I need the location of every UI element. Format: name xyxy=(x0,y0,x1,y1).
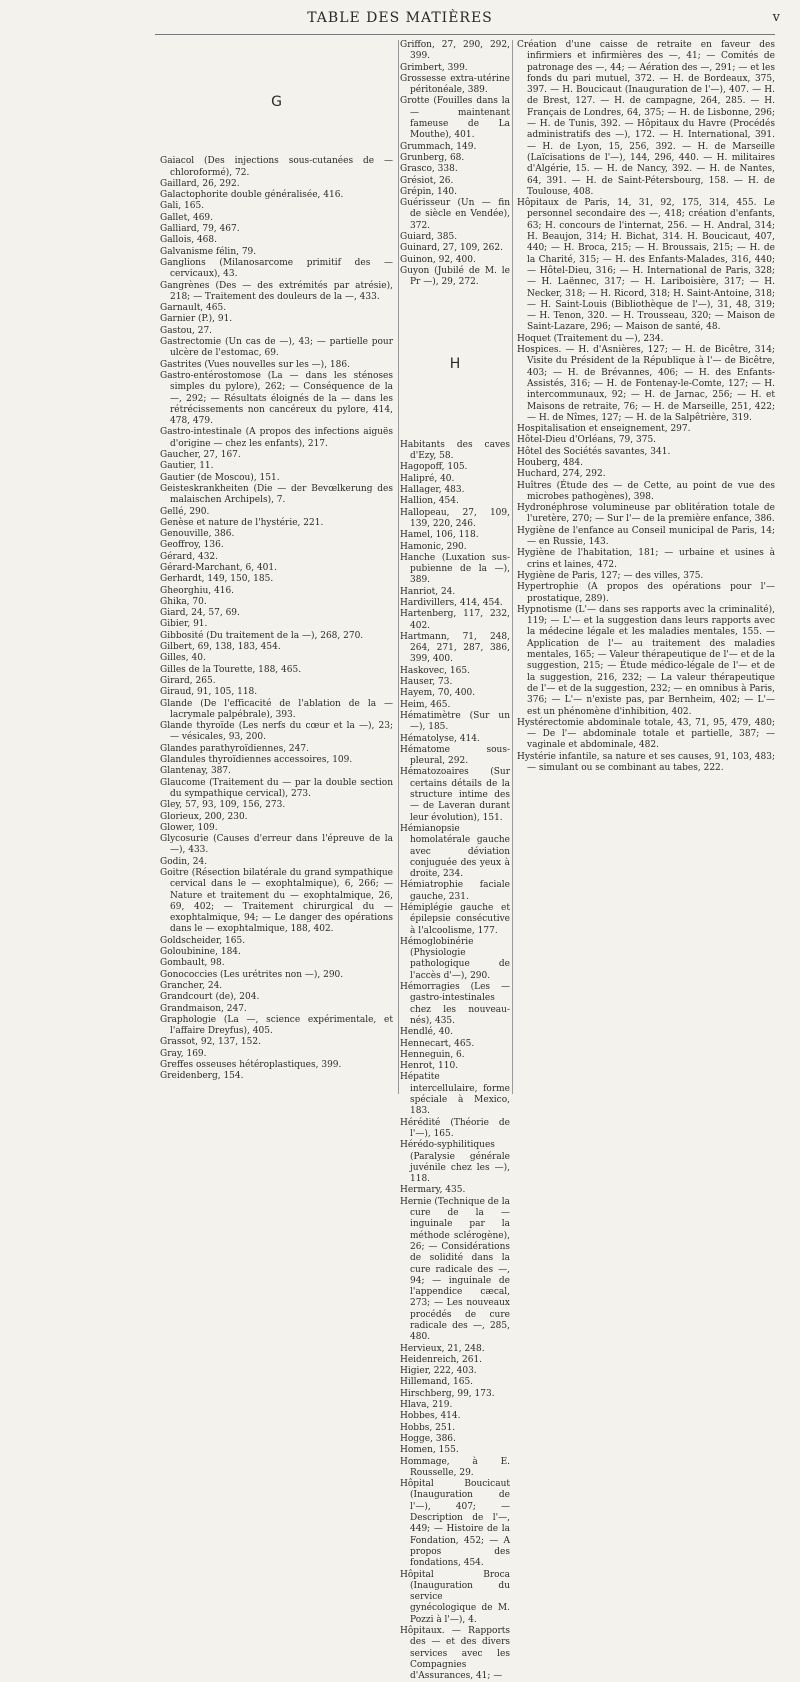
index-entry: Hôtel-Dieu d'Orléans, 79, 375. xyxy=(517,435,657,446)
index-entry: Hobbs, 251. xyxy=(400,1422,456,1433)
index-entry: Genouville, 386. xyxy=(160,529,235,540)
index-entry: Glande (De l'efficacité de l'ablation de la — lacrymale palpébrale), 393. xyxy=(160,698,393,720)
index-entries-h-continued xyxy=(517,40,775,774)
index-entry: Hendlé, 40. xyxy=(400,1027,453,1038)
index-entry: Guinon, 92, 400. xyxy=(400,254,476,265)
column-2 xyxy=(400,40,510,1682)
page-header xyxy=(150,10,780,30)
index-entry: Hématome sous-pleural, 292. xyxy=(400,744,510,767)
index-entry: Gerhardt, 149, 150, 185. xyxy=(160,574,274,585)
index-entry: Huchard, 274, 292. xyxy=(517,469,606,480)
index-entry: Garnault, 465. xyxy=(160,303,227,314)
index-entry: Hérédité (Théorie de l'—), 165. xyxy=(400,1117,510,1139)
index-entry: Hernie (Technique de la cure de la — inguinale par la méthode sclérogène), 26; — Considérations de solidité dans la cure radicale des —, 94; — inguinale de l'appendice cæcal, 273; — Les nouveaux procédés de cure radicale des —, 285, 480. xyxy=(400,1196,510,1343)
index-entry: Gallois, 468. xyxy=(160,235,217,246)
index-entry: Grépin, 140. xyxy=(400,186,458,197)
index-entry: Giard, 24, 57, 69. xyxy=(160,608,240,619)
index-entry: Gibbosité (Du traitement de la —), 268, 270. xyxy=(160,630,364,641)
index-entry: Gley, 57, 93, 109, 156, 273. xyxy=(160,800,286,811)
index-entry: Hartmann, 71, 248, 264, 271, 287, 386, 399, 400. xyxy=(400,631,510,665)
index-entry: Hématimètre (Sur un —), 185. xyxy=(400,710,510,733)
index-entry: Hardivillers, 414, 454. xyxy=(400,597,503,608)
index-entry: Homen, 155. xyxy=(400,1445,459,1456)
index-entry: Grassot, 92, 137, 152. xyxy=(160,1037,261,1048)
index-entry: Hervieux, 21, 248. xyxy=(400,1343,485,1354)
index-entry: Glande thyroïde (Les nerfs du cœur et la —), 23; — vésicales, 93, 200. xyxy=(160,721,393,743)
index-entry: Hygiène de Paris, 127; — des villes, 375. xyxy=(517,570,704,581)
index-entry: Gastou, 27. xyxy=(160,325,213,336)
column-3 xyxy=(517,40,775,1094)
column-1 xyxy=(160,40,393,1094)
index-entry: Gastro-intestinale (A propos des infections aiguës d'origine — chez les enfants), 217. xyxy=(160,427,393,449)
index-entry: Henneguin, 6. xyxy=(400,1049,465,1060)
index-entry: Hallager, 483. xyxy=(400,485,465,496)
index-entry: Geoffroy, 136. xyxy=(160,540,224,551)
index-entry: Hommage, à E. Rousselle, 29. xyxy=(400,1456,510,1478)
index-entry: Hayem, 70, 400. xyxy=(400,688,476,699)
index-entry: Heim, 465. xyxy=(400,699,451,710)
index-entry: Grancher, 24. xyxy=(160,980,223,991)
index-entry: Gérard-Marchant, 6, 401. xyxy=(160,562,277,573)
index-entry: Grandcourt (de), 204. xyxy=(160,992,260,1003)
index-entry: Hépatite intercellulaire, forme spéciale à Mexico, 183. xyxy=(400,1072,510,1117)
index-entry: Hagopoff, 105. xyxy=(400,462,468,473)
index-entry: Hamel, 106, 118. xyxy=(400,530,479,541)
index-entry: Hématolyse, 414. xyxy=(400,733,480,744)
index-entry: Huîtres (Étude des — de Cette, au point de vue des microbes pathogènes), 398. xyxy=(517,480,775,502)
index-entry: Hillemand, 165. xyxy=(400,1377,474,1388)
section-letter-h: H xyxy=(449,355,461,372)
index-entry: Goldscheider, 165. xyxy=(160,935,246,946)
index-entry: Griffon, 27, 290, 292, 399. xyxy=(400,40,510,62)
index-entry: Hygiène de l'enfance au Conseil municipal de Paris, 14; — en Russie, 143. xyxy=(517,525,775,548)
index-entry: Hydronéphrose volumineuse par oblitération totale de l'uretère, 270; — Sur l'— de la première enfance, 386. xyxy=(517,503,775,525)
index-entry: Grasco, 338. xyxy=(400,164,458,175)
index-entry: Hennecart, 465. xyxy=(400,1038,475,1049)
index-entry: Hallopeau, 27, 109, 139, 220, 246. xyxy=(400,507,510,529)
index-entry: Hanche (Luxation sus-pubienne de la —), 389. xyxy=(400,552,510,586)
index-entry: Hauser, 73. xyxy=(400,677,453,688)
index-entry: Higier, 222, 403. xyxy=(400,1366,477,1377)
index-entry: Hamonic, 290. xyxy=(400,541,467,552)
index-entry: Grandmaison, 247. xyxy=(160,1003,247,1014)
index-entry: Henrot, 110. xyxy=(400,1061,459,1072)
index-entry: Grummach, 149. xyxy=(400,141,477,152)
index-entry: Greidenberg, 154. xyxy=(160,1071,244,1082)
index-entry: Hémorragies (Les — gastro-intestinales chez les nouveau-nés), 435. xyxy=(400,982,510,1026)
index-entry: Halipré, 40. xyxy=(400,473,455,484)
index-entry: Hlava, 219. xyxy=(400,1400,453,1411)
index-entry: Gaillard, 26, 292. xyxy=(160,178,240,189)
index-entry: Guyon (Jubilé de M. le Pr —), 29, 272. xyxy=(400,265,510,288)
index-entry: Gilles, 40. xyxy=(160,653,206,664)
index-entry: Hoquet (Traitement du —), 234. xyxy=(517,333,664,344)
index-entry: Glower, 109. xyxy=(160,822,218,833)
index-entry: Glycosurie (Causes d'erreur dans l'épreuve de la —), 433. xyxy=(160,834,393,856)
index-entry: Garnier (P.), 91. xyxy=(160,314,233,325)
index-entry: Glandules thyroïdiennes accessoires, 109. xyxy=(160,755,353,766)
index-entry: Hôpitaux. — Rapports des — et des divers services avec les Compagnies d'Assurances, 41; — xyxy=(400,1626,510,1682)
index-entry: Greffes osseuses hétéroplastiques, 399. xyxy=(160,1060,342,1071)
index-entry: Glantenay, 387. xyxy=(160,766,231,777)
index-entry: Hypertrophie (A propos des opérations pour l'— prostatique, 289). xyxy=(517,582,775,604)
index-entry: Graphologie (La —, science expérimentale, et l'affaire Dreyfus), 405. xyxy=(160,1014,393,1037)
index-entry: Hystérie infantile, sa nature et ses causes, 91, 103, 483; — simulant ou se combinant au tabes, 222. xyxy=(517,751,775,773)
index-entry: Hobbes, 414. xyxy=(400,1411,461,1422)
index-entry: Heidenreich, 261. xyxy=(400,1354,483,1365)
index-entry: Gibier, 91. xyxy=(160,619,208,630)
index-entry: Habitants des caves d'Ezy, 58. xyxy=(400,439,510,462)
index-entry: Gautier (de Moscou), 151. xyxy=(160,472,280,483)
index-entry: Galactophorite double généralisée, 416. xyxy=(160,190,344,201)
index-entry: Galliard, 79, 467. xyxy=(160,224,240,235)
index-entry: Hôtel des Sociétés savantes, 341. xyxy=(517,446,671,457)
index-entry: Hermary, 435. xyxy=(400,1185,466,1196)
column-divider xyxy=(512,40,513,1094)
index-entry: Gangrènes (Des — des extrémités par atrésie), 218; — Traitement des douleurs de la —, 433. xyxy=(160,280,393,302)
index-entry: Hérédo-syphilitiques (Paralysie générale juvénile chez les —), 118. xyxy=(400,1140,510,1185)
index-entry: Création d'une caisse de retraite en faveur des infirmiers et infirmières des —, 41; — Comités de patronage des —, 44; — Aération des —, 291; — et les fonds du pari mutuel, 372. — H. de Bordeaux, 375, 397. — H. Boucicaut (Inauguration de l'—), 407. — H. de Brest, 127. — H. de campagne, 264, 285. — H. Français de Londres, 64, 375; — H. de Lisbonne, 296; — H. de Tunis, 392. — Hôpitaux du Havre (Procédés administratifs des —), 172. — H. International, 391. — H. de Lyon, 15, 256, 392. — H. de Marseille (Laïcisations de l'—), 144, 296, 440. — H. militaires d'Algérie, 15. — H. de Nancy, 392. — H. de Nantes, 64, 391. — H. de Saint-Pétersbourg, 158. — H. de Toulouse, 408. xyxy=(517,40,775,197)
index-entry: Grimbert, 399. xyxy=(400,62,468,73)
index-entry: Hystérectomie abdominale totale, 43, 71, 95, 479, 480; — De l'— abdominale totale et partielle, 387; — vaginale et abdominale, 482. xyxy=(517,717,775,751)
index-entry: Hogge, 386. xyxy=(400,1433,456,1444)
index-entry: Gonococcies (Les urétrites non —), 290. xyxy=(160,969,344,980)
index-entry: Gheorghiu, 416. xyxy=(160,585,235,596)
index-entry: Gali, 165. xyxy=(160,201,205,212)
index-entry: Gastro-entérostomose (La — dans les sténoses simples du pylore), 262; — Conséquence de la —, 292; — Résultats éloignés de la — dans les rétrécissements non cancéreux du pylore, 414, 478, 479. xyxy=(160,370,393,427)
index-entry: Gaucher, 27, 167. xyxy=(160,450,241,461)
index-entry: Hémoglobinérie (Physiologie pathologique de l'accès d'—), 290. xyxy=(400,936,510,981)
index-entry: Gilles de la Tourette, 188, 465. xyxy=(160,664,302,675)
index-entry: Gellé, 290. xyxy=(160,506,210,517)
index-entry: Glaucome (Traitement du — par la double section du sympathique cervical), 273. xyxy=(160,777,393,799)
index-entry: Grotte (Fouilles dans la — maintenant fameuse de La Mouthe), 401. xyxy=(400,96,510,141)
index-entry: Guinard, 27, 109, 262. xyxy=(400,243,503,254)
index-entry: Goitre (Résection bilatérale du grand sympathique cervical dans le — exophtalmique), 6, 266; — Nature et traitement du — exophtalmique, 26, 69, 402; — Traitement chirurgical du — exophtalmique, 94; — Le danger des opérations dans le — exophtalmique, 188, 402. xyxy=(160,868,393,935)
index-entry: Glorieux, 200, 230. xyxy=(160,811,248,822)
index-entry: Hirschberg, 99, 173. xyxy=(400,1388,495,1399)
index-entry: Hôpital Broca (Inauguration du service gynécologique de M. Pozzi à l'—), 4. xyxy=(400,1569,510,1625)
index-entry: Guiard, 385. xyxy=(400,232,458,243)
index-entry: Hygiène de l'habitation, 181; — urbaine et usines à crins et laines, 472. xyxy=(517,548,775,570)
index-entry: Gombault, 98. xyxy=(160,958,225,969)
page-title: TABLE DES MATIÈRES xyxy=(307,10,493,26)
index-entry: Ghika, 70. xyxy=(160,596,207,607)
index-entry: Grésiot, 26. xyxy=(400,175,454,186)
index-entry: Hospices. — H. d'Asnières, 127; — H. de Bicêtre, 314; Visite du Président de la République à l'— de Bicêtre, 403; — H. de Brévannes, 406; — H. des Enfants-Assistés, 316; — H. de Fontenay-le-Comte, 127; — H. intercommunaux, 92; — H. de Jarnac, 256; — H. et Maisons de retraite, 76; — H. de Marseille, 251, 422; — H. de Nîmes, 127; — H. de la Salpêtrière, 319. xyxy=(517,345,775,423)
index-entry: Hémianopsie homolatérale gauche avec déviation conjuguée des yeux à droite, 234. xyxy=(400,823,510,880)
index-entry: Gastrectomie (Un cas de —), 43; — partielle pour ulcère de l'estomac, 69. xyxy=(160,337,393,359)
index-entries-g-continued xyxy=(400,40,510,289)
page-number: v xyxy=(772,10,780,25)
index-entry: Hôpitaux de Paris, 14, 31, 92, 175, 314, 455. Le personnel secondaire des —, 418; création d'enfants, 63; H. concours de l'internat, 256. — H. Andral, 314; H. Beaujon, 314; H. Bichat, 314. H. Boucicaut, 407, 440; — H. Broca, 215; — H. Broussais, 215; — H. de la Charité, 315; — H. des Enfants-Malades, 316, 440; — Hôtel-Dieu, 316; — H. International de Paris, 328; — H. Laënnec, 317; — H. Lariboisière, 317; — H. Necker, 318; — H. Ricord, 318; H. Saint-Antoine, 318; — H. Saint-Louis (Bibliothèque de l'—), 31, 48, 319; — H. Tenon, 320. — H. Trousseau, 320; — Maison de Saint-Lazare, 296; — Maison de santé, 48. xyxy=(517,198,775,333)
index-entry: Gilbert, 69, 138, 183, 454. xyxy=(160,642,281,653)
index-entry: Ganglions (Milanosarcome primitif des — cervicaux), 43. xyxy=(160,257,393,280)
index-entry: Hospitalisation et enseignement, 297. xyxy=(517,424,691,435)
index-entry: Glandes parathyroïdiennes, 247. xyxy=(160,743,309,754)
index-entry: Girard, 265. xyxy=(160,675,216,686)
column-divider xyxy=(398,40,399,1094)
index-entry: Hémiplégie gauche et épilepsie consécutive à l'alcoolisme, 177. xyxy=(400,903,510,936)
index-entry: Goloubinine, 184. xyxy=(160,947,241,958)
index-entry: Gérard, 432. xyxy=(160,551,219,562)
index-entry: Gaiacol (Des injections sous-cutanées de — chloroformé), 72. xyxy=(160,156,393,178)
index-entry: Hartenberg, 117, 232, 402. xyxy=(400,609,510,631)
index-entry: Gautier, 11. xyxy=(160,461,214,472)
index-entry: Guérisseur (Un — fin de siècle en Vendée), 372. xyxy=(400,198,510,231)
index-entry: Giraud, 91, 105, 118. xyxy=(160,687,258,698)
index-entry: Grunberg, 68. xyxy=(400,152,465,163)
header-rule xyxy=(155,34,775,35)
index-entries-g xyxy=(160,156,393,1082)
index-entry: Haskovec, 165. xyxy=(400,665,470,676)
index-entries-h xyxy=(400,440,510,1682)
index-entry: Grossesse extra-utérine péritonéale, 389. xyxy=(400,73,510,96)
index-entry: Houberg, 484. xyxy=(517,457,583,468)
index-entry: Hanriot, 24. xyxy=(400,586,456,597)
index-entry: Hôpital Boucicaut (Inauguration de l'—), 407; — Description de l'—, 449; — Histoire de la Fondation, 452; — A propos des fondations, 454. xyxy=(400,1479,510,1569)
index-entry: Geisteskrankheiten (Die — der Bevœlkerung des malaischen Archipels), 7. xyxy=(160,483,393,506)
index-entry: Hypnotisme (L'— dans ses rapports avec la criminalité), 119; — L'— et la suggestion dans leurs rapports avec la médecine légale et les maladies mentales, 155. — Application de l'— au traitement des maladies mentales, 165; — Valeur thérapeutique de l'— et de la suggestion, 215; — Étude médico-légale de l'— et de la suggestion, 216, 232; — La valeur thérapeutique de l'— et de la suggestion, 232; — en omnibus à Paris, 376; — L'— n'existe pas, par Bernheim, 402; — L'— est un phénomène d'inhibition, 402. xyxy=(517,604,775,717)
index-entry: Gastrites (Vues nouvelles sur les —), 186. xyxy=(160,359,350,370)
index-entry: Gray, 169. xyxy=(160,1048,207,1059)
index-entry: Genèse et nature de l'hystérie, 221. xyxy=(160,517,324,528)
index-entry: Galvanisme félin, 79. xyxy=(160,246,257,257)
index-entry: Hématozoaires (Sur certains détails de la structure intime des — de Laveran durant leur évolution), 151. xyxy=(400,767,510,823)
index-entry: Godin, 24. xyxy=(160,856,208,867)
section-letter-g: G xyxy=(271,94,282,110)
index-entry: Hémiatrophie faciale gauche, 231. xyxy=(400,880,510,902)
index-entry: Hallion, 454. xyxy=(400,496,459,507)
index-entry: Gallet, 469. xyxy=(160,212,214,223)
